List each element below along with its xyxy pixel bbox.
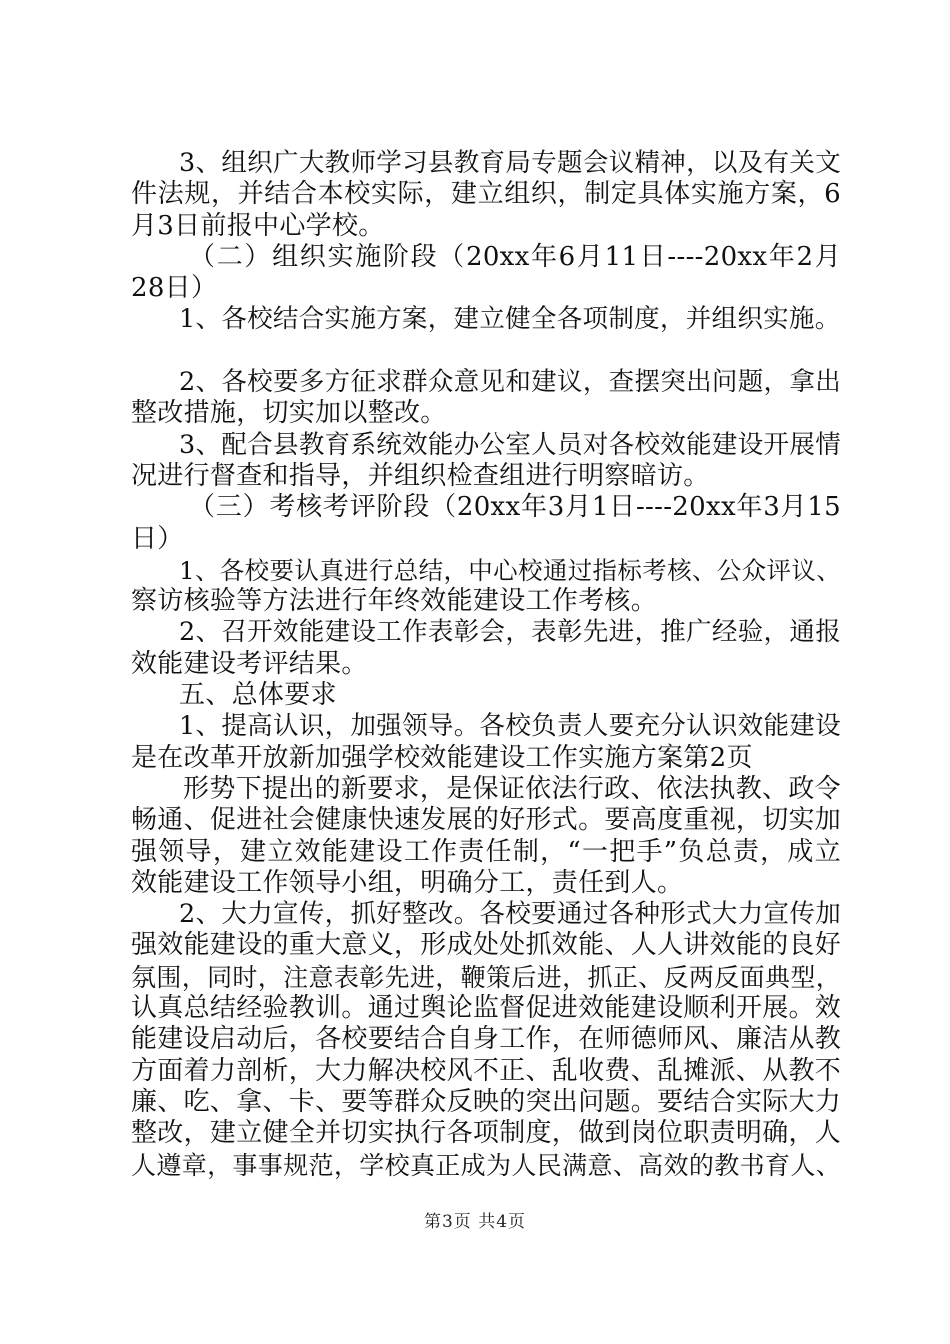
paragraph-line: 1、各校结合实施方案，建立健全各项制度，并组织实施。 (179, 304, 841, 335)
paragraph-line: 形势下提出的新要求，是保证依法行政、依法执教、政令 (183, 773, 841, 804)
paragraph-line: 方面着力剖析，大力解决校风不正、乱收费、乱摊派、从教不 (131, 1055, 842, 1086)
paragraph-line: 是在改革开放新加强学校效能建设工作实施方案第2页 (131, 742, 753, 773)
page-footer (0, 1210, 950, 1234)
paragraph-line: 况进行督查和指导，并组织检查组进行明察暗访。 (131, 460, 710, 491)
paragraph-line: 效能建设考评结果。 (131, 648, 368, 679)
section-heading: （三）考核考评阶段（20xx年3月1日----20xx年3月15 (189, 492, 841, 523)
paragraph-line: 整改措施，切实加以整改。 (131, 398, 447, 429)
paragraph-line: 件法规，并结合本校实际，建立组织，制定具体实施方案，6 (131, 179, 841, 210)
section-heading: （二）组织实施阶段（20xx年6月11日----20xx年2月 (189, 241, 841, 272)
page-number: 第3页 共4页 (423, 1212, 527, 1232)
paragraph-line: 1、各校要认真进行总结，中心校通过指标考核、公众评议、 (179, 555, 841, 585)
paragraph-line: 能建设启动后，各校要结合自身工作，在师德师风、廉洁从教 (131, 1024, 842, 1055)
paragraph-line: 1、提高认识，加强领导。各校负责人要充分认识效能建设 (179, 711, 841, 742)
paragraph-line: 氛围，同时，注意表彰先进，鞭策后进，抓正、反两反面典型， (131, 962, 841, 992)
paragraph-line: 强领导，建立效能建设工作责任制，“一把手”负总责，成立 (131, 836, 841, 867)
section-heading: 五、总体要求 (179, 680, 337, 711)
paragraph-line: 强效能建设的重大意义，形成处处抓效能、人人讲效能的良好 (131, 930, 842, 961)
paragraph-line: 认真总结经验教训。通过舆论监督促进效能建设顺利开展。效 (131, 993, 842, 1024)
document-body (131, 148, 841, 1181)
paragraph-line: 28日） (131, 273, 218, 304)
paragraph-line: 2、各校要多方征求群众意见和建议，查摆突出问题，拿出 (179, 367, 841, 398)
paragraph-line: 效能建设工作领导小组，明确分工，责任到人。 (131, 867, 684, 898)
paragraph-line: 人遵章，事事规范，学校真正成为人民满意、高效的教书育人、 (131, 1150, 841, 1180)
blank-line (131, 336, 841, 367)
paragraph-line: 日） (131, 523, 184, 554)
paragraph-line: 察访核验等方法进行年终效能建设工作考核。 (131, 586, 658, 617)
paragraph-line: 3、配合县教育系统效能办公室人员对各校效能建设开展情 (179, 429, 841, 460)
paragraph-line: 廉、吃、拿、卡、要等群众反映的突出问题。要结合实际大力 (131, 1086, 842, 1117)
paragraph-line: 2、大力宣传，抓好整改。各校要通过各种形式大力宣传加 (179, 899, 841, 930)
paragraph-line: 2、召开效能建设工作表彰会，表彰先进，推广经验，通报 (179, 617, 841, 648)
paragraph-line: 整改，建立健全并切实执行各项制度，做到岗位职责明确，人 (131, 1118, 842, 1149)
paragraph-line: 3、组织广大教师学习县教育局专题会议精神，以及有关文 (179, 148, 841, 178)
paragraph-line: 月3日前报中心学校。 (131, 210, 385, 241)
paragraph-line: 畅通、促进社会健康快速发展的好形式。要高度重视，切实加 (131, 805, 842, 836)
